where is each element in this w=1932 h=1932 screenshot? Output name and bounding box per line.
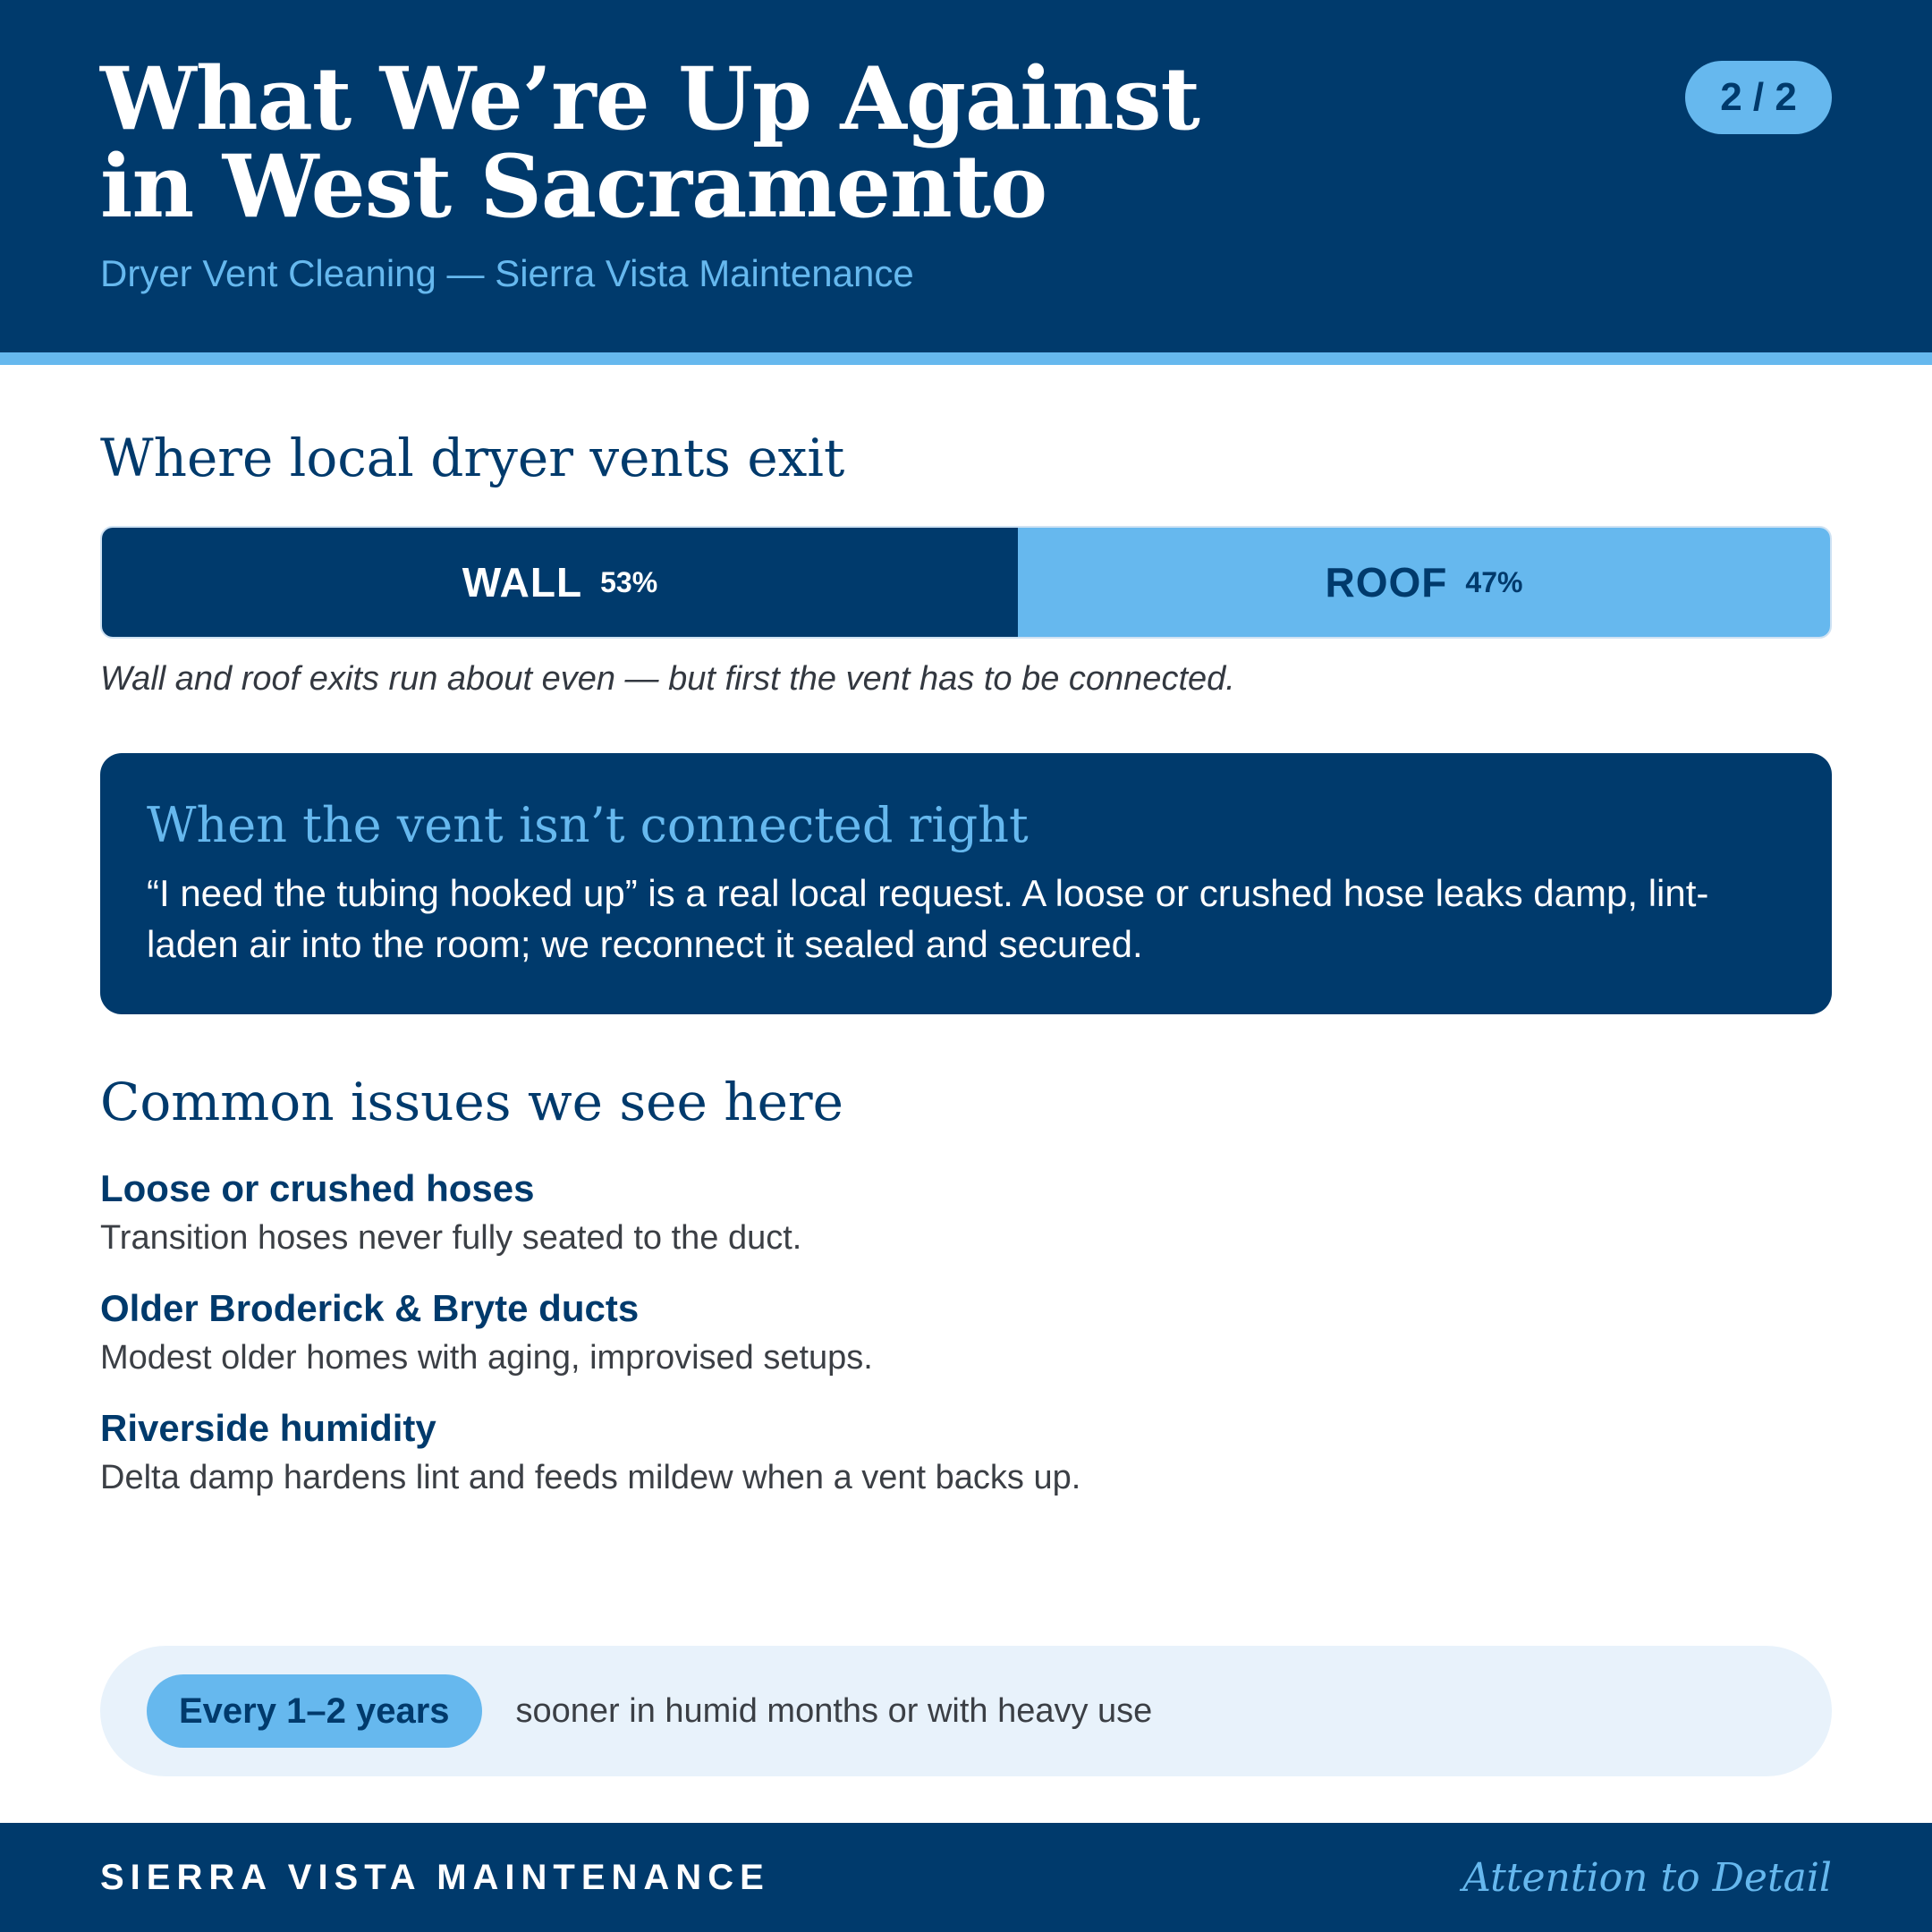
page-indicator-badge: 2 / 2 [1685,61,1832,134]
issue-description: Modest older homes with aging, improvised setups. [100,1339,873,1377]
vent-exit-heading: Where local dryer vents exit [100,428,845,488]
wall-segment [102,528,1018,637]
header-accent-stripe [0,352,1932,365]
page-title [100,48,1442,237]
frequency-note: sooner in humid months or with heavy use [515,1691,1153,1730]
list-item [100,1284,1832,1381]
wall-label: WALL [462,559,583,606]
title-line-1: What We’re Up Against [100,48,1199,149]
issue-title: Older Broderick & Bryte ducts [100,1287,640,1329]
footer-bar [0,1823,1932,1932]
roof-percent: 47% [1465,565,1523,598]
vent-exit-split-bar [100,526,1832,639]
wall-percent: 53% [600,565,658,598]
roof-segment [1018,528,1830,637]
roof-label: ROOF [1325,559,1448,606]
issues-list [100,1165,1832,1524]
header-banner [0,0,1932,352]
list-item [100,1165,1832,1261]
callout-body: “I need the tubing hooked up” is a real local request. A loose or crushed hose leaks damp, lint-laden air into the room; we reconnect it sealed and secured. [147,872,1709,965]
frequency-pill: Every 1–2 years [147,1674,482,1748]
callout-title: When the vent isn’t connected right [147,797,1029,853]
page-subtitle: Dryer Vent Cleaning — Sierra Vista Maintenance [100,252,914,294]
issue-title: Loose or crushed hoses [100,1167,535,1209]
issues-heading: Common issues we see here [100,1072,843,1132]
vent-exit-caption: Wall and roof exits run about even — but first the vent has to be connected. [100,660,1235,698]
issue-description: Transition hoses never fully seated to the duct. [100,1219,802,1257]
footer-tagline: Attention to Detail [1462,1854,1832,1901]
issue-description: Delta damp hardens lint and feeds mildew when a vent backs up. [100,1459,1081,1496]
connection-callout [100,753,1832,1014]
title-line-2: in West Sacramento [100,136,1047,237]
issue-title: Riverside humidity [100,1407,436,1449]
footer-brand: SIERRA VISTA MAINTENANCE [100,1857,770,1897]
list-item [100,1404,1832,1501]
cleaning-frequency-banner [100,1646,1832,1776]
